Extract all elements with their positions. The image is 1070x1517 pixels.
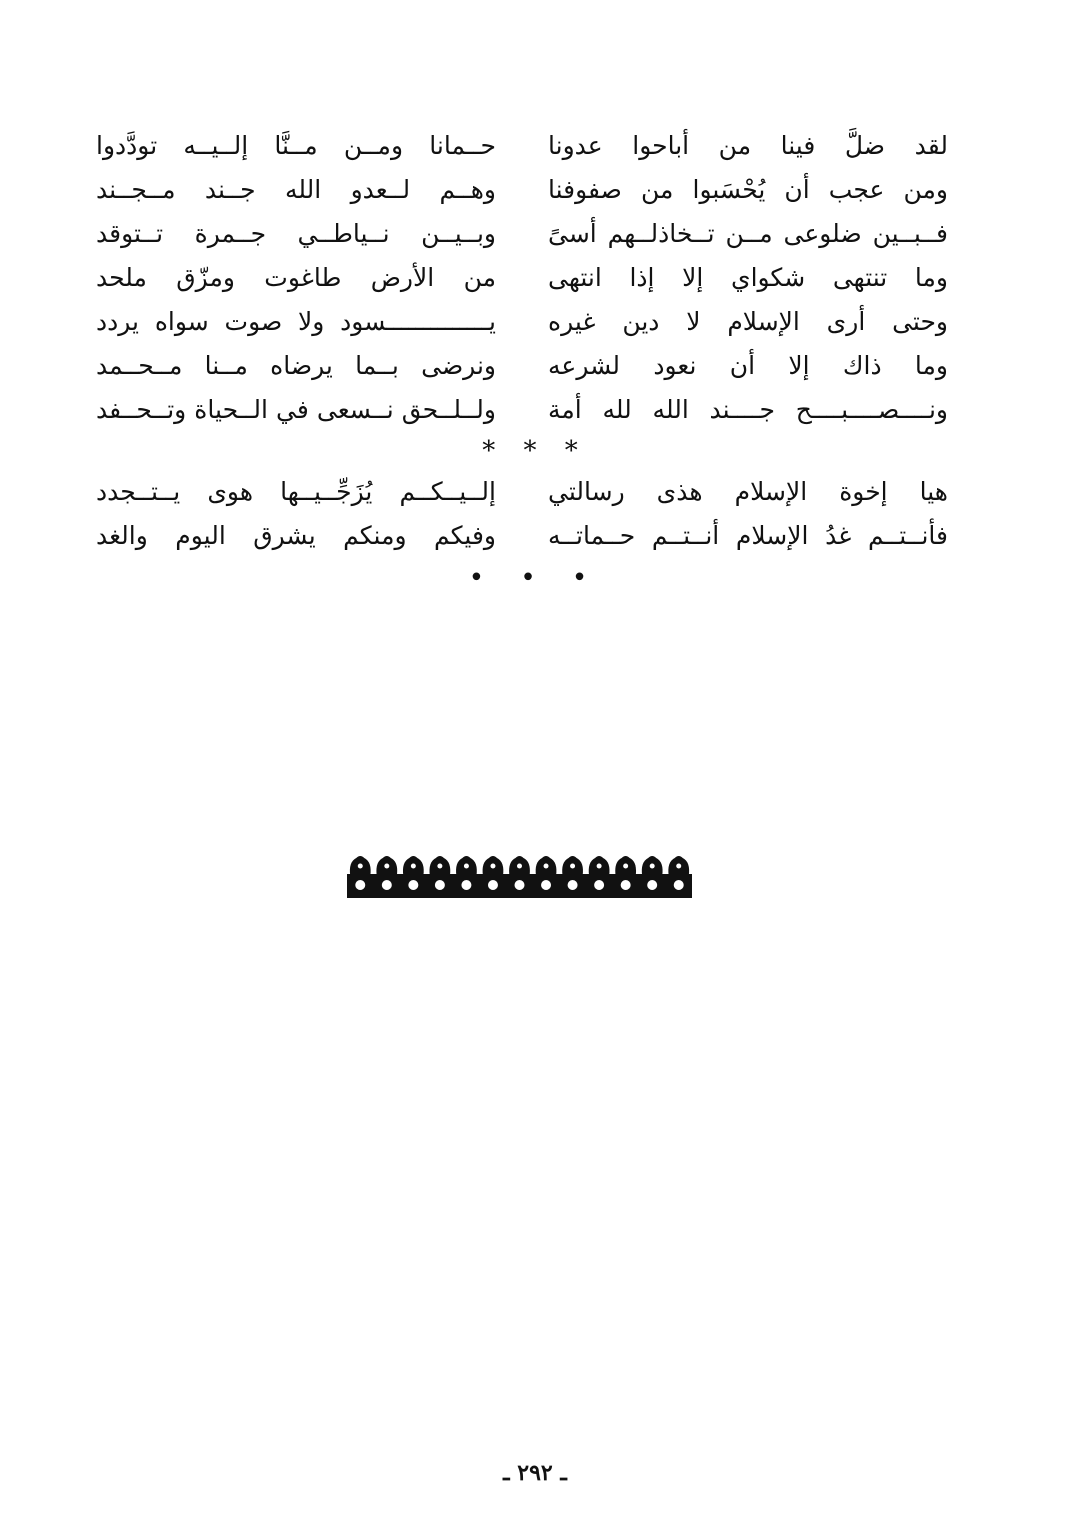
verse-line	[96, 256, 948, 300]
ornament-motif-eye	[490, 864, 495, 869]
verse-second-hemistich: يــــــــــــــسود ولا صوت سواه يردد	[96, 307, 496, 336]
ornament-motif-hole	[647, 880, 657, 890]
verse-second-hemistich: من الأرض طاغوت ومزّق ملحد	[96, 263, 496, 292]
poem-stanza-2	[96, 470, 948, 558]
verse-second-hemistich: ولــلــحق نــسعى في الــحياة وتــحــفد	[96, 395, 496, 424]
ornament-motif-hole	[541, 880, 551, 890]
ornament-motif-hole	[461, 880, 471, 890]
ornament-motif-hole	[355, 880, 365, 890]
ornament-motif-hole	[408, 880, 418, 890]
ornament-motif-hole	[621, 880, 631, 890]
verse-line	[96, 124, 948, 168]
ornament-motif-eye	[384, 864, 389, 869]
verse-second-hemistich: ونرضى بــما يرضاه مــنا مــحــمد	[96, 351, 496, 380]
verse-first-hemistich: وما تنتهى شكواي إلا إذا انتهى	[548, 263, 948, 292]
ornament-motif-eye	[517, 864, 522, 869]
ornament-motif-hole	[435, 880, 445, 890]
verse-second-hemistich: حــمانا ومــن مــنَّا إلــيــه تودَّدوا	[96, 131, 496, 160]
ornament-motif-eye	[597, 864, 602, 869]
ornament-motif-eye	[623, 864, 628, 869]
ornament-motif-eye	[464, 864, 469, 869]
verse-second-hemistich: إلــيــكــم يُزَجِّــيــها هوى يــتــجدد	[96, 477, 496, 506]
verse-line	[96, 344, 948, 388]
ornament-motif-eye	[358, 864, 363, 869]
verse-first-hemistich: فأنــتــم غدُ الإسلام أنــتــم حــماتــه	[548, 521, 948, 550]
ornament-motif-eye	[570, 864, 575, 869]
verse-first-hemistich: وحتى أرى الإسلام لا دين غيره	[548, 307, 948, 336]
verse-line	[96, 388, 948, 432]
verse-first-hemistich: لقد ضلَّ فينا من أباحوا عدونا	[548, 131, 948, 160]
ornament-motif-hole	[382, 880, 392, 890]
verse-first-hemistich: ونــــصــــبــــح جــــند الله لله أمة	[548, 395, 948, 424]
arabesque-ornament-icon	[347, 852, 692, 898]
verse-line	[96, 300, 948, 344]
verse-second-hemistich: وبــيــن نــياطــي جــمرة تــتوقد	[96, 219, 496, 248]
verse-line	[96, 168, 948, 212]
ornament-motif-eye	[437, 864, 442, 869]
ornament-motif-eye	[650, 864, 655, 869]
verse-line	[96, 470, 948, 514]
verse-first-hemistich: وما ذاك إلا أن نعود لشرعه	[548, 351, 948, 380]
verse-line	[96, 212, 948, 256]
ornament-motif-hole	[568, 880, 578, 890]
ornament-motif-hole	[674, 880, 684, 890]
poem-stanza-1	[96, 124, 948, 432]
ornament-motif-hole	[515, 880, 525, 890]
verse-first-hemistich: هيا إخوة الإسلام هذى رسالتي	[548, 477, 948, 506]
verse-line	[96, 514, 948, 558]
verse-first-hemistich: فــبــين ضلوعى مــن تــخاذلــهم أسىً	[548, 219, 948, 248]
verse-first-hemistich: ومن عجب أن يُحْسَبوا من صفوفنا	[548, 175, 948, 204]
verse-second-hemistich: وهــم لــعدو الله جــند مــجــند	[96, 175, 496, 204]
verse-second-hemistich: وفيكم ومنكم يشرق اليوم والغد	[96, 521, 496, 550]
stanza-separator: * * *	[482, 436, 588, 466]
page-number: ـ ٢٩٢ ـ	[503, 1460, 567, 1486]
ornament-motif-eye	[544, 864, 549, 869]
ornament-motif-hole	[488, 880, 498, 890]
end-of-poem-dots: • • •	[468, 563, 602, 593]
ornament-motif-eye	[676, 864, 681, 869]
ornament-motif-eye	[411, 864, 416, 869]
ornament-motif-hole	[594, 880, 604, 890]
